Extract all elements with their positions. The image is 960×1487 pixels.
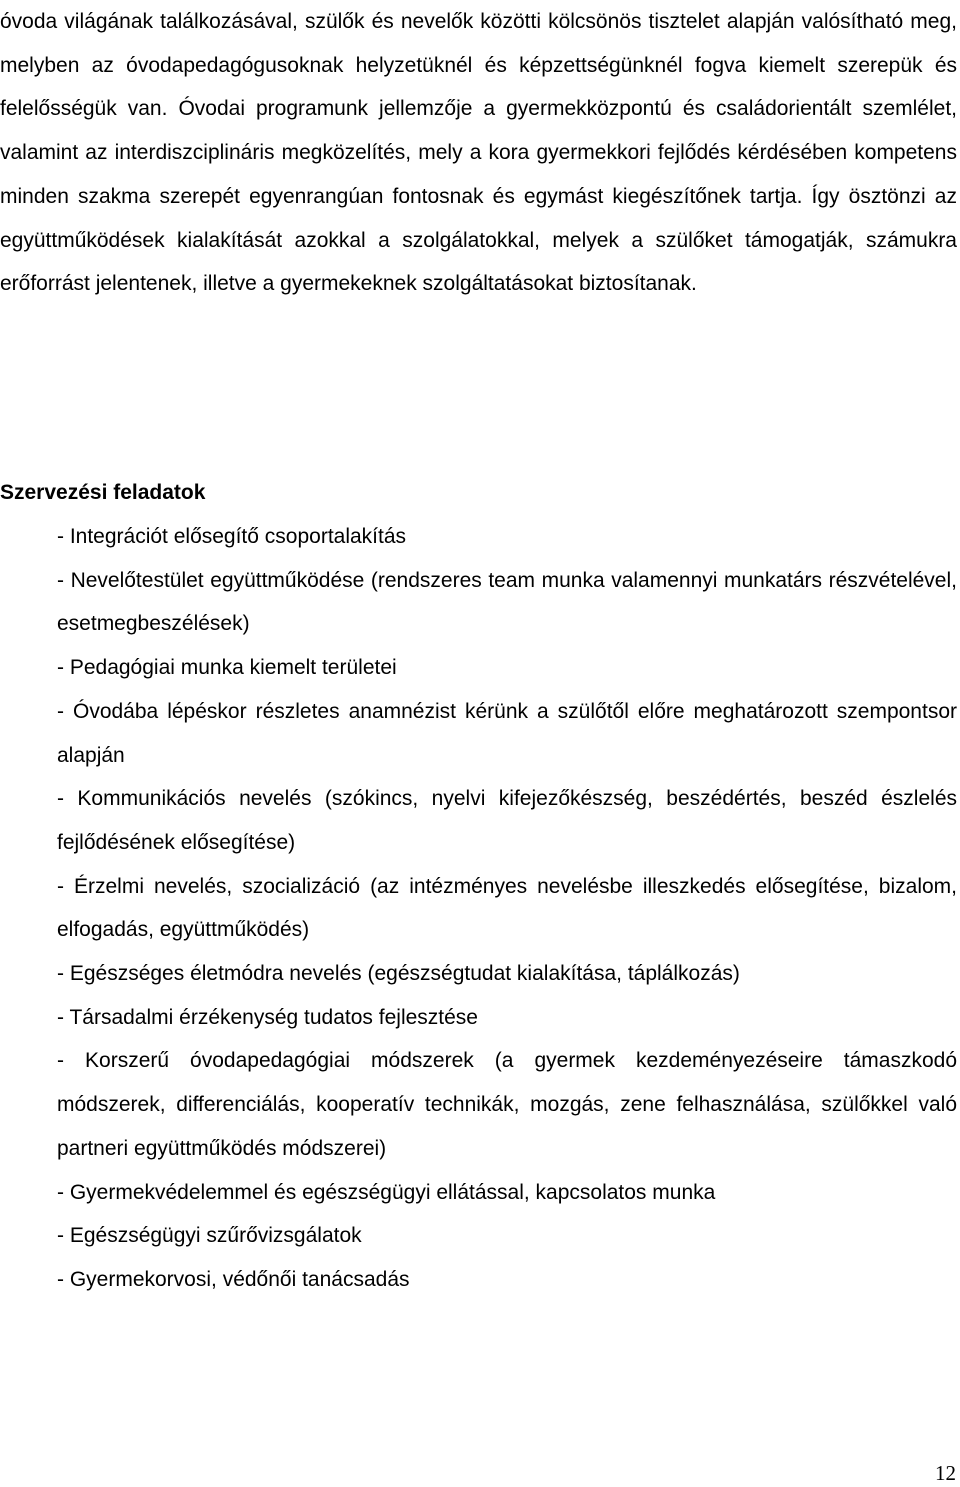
- list-item: - Társadalmi érzékenység tudatos fejlesztése: [57, 1005, 478, 1029]
- section-heading: Szervezési feladatok: [0, 481, 206, 504]
- list-item: - Érzelmi nevelés, szocializáció (az intézményes nevelésbe illeszkedés elősegítése, bizalom, elfogadás, együttműködés): [57, 874, 957, 942]
- list-item: - Óvodába lépéskor részletes anamnézist kérünk a szülőtől előre meghatározott szempontsor alapján: [57, 699, 957, 767]
- list-item: - Gyermekorvosi, védőnői tanácsadás: [57, 1267, 410, 1291]
- list-item: - Korszerű óvodapedagógiai módszerek (a gyermek kezdeményezéseire támaszkodó módszerek, differenciálás, kooperatív technikák, mozgás, zene felhasználása, szülőkkel való partneri együttműködés módszerei): [57, 1049, 957, 1160]
- list-item: - Egészséges életmódra nevelés (egészségtudat kialakítása, táplálkozás): [57, 962, 740, 986]
- list-item: - Integrációt elősegítő csoportalakítás: [57, 525, 407, 548]
- list-item: - Pedagógiai munka kiemelt területei: [57, 656, 397, 680]
- list-item: - Gyermekvédelemmel és egészségügyi ellátással, kapcsolatos munka: [57, 1180, 716, 1204]
- list-item: - Egészségügyi szűrővizsgálatok: [57, 1224, 362, 1248]
- list-item: - Nevelőtestület együttműködése (rendszeres team munka valamennyi munkatárs részvételével, esetmegbeszélések): [57, 568, 957, 636]
- task-list: [57, 515, 957, 1302]
- page-number: 12: [935, 1461, 956, 1485]
- intro-paragraph: óvoda világának találkozásával, szülők és nevelők közötti kölcsönös tisztelet alapján valósítható meg, melyben az óvodapedagógusoknak helyzetüknél és képzettségünknél fogva kiemelt szerepük és felelősségük van. Óvodai programunk jellemzője a gyermekközpontú és családorientált szemlélet, valamint az interdiszciplináris megközelítés, mely a kora gyermekkori fejlődés kérdésében kompetens minden szakma szerepét egyenrangúan fontosnak és egymást kiegészítőnek tartja. Így ösztönzi az együttműködések kialakítását azokkal a szolgálatokkal, melyek a szülőket támogatják, számukra erőforrást jelentenek, illetve a gyermekeknek szolgáltatásokat biztosítanak.: [0, 10, 957, 296]
- list-item: - Kommunikációs nevelés (szókincs, nyelvi kifejezőkészség, beszédértés, beszéd észlelés fejlődésének elősegítése): [57, 787, 957, 854]
